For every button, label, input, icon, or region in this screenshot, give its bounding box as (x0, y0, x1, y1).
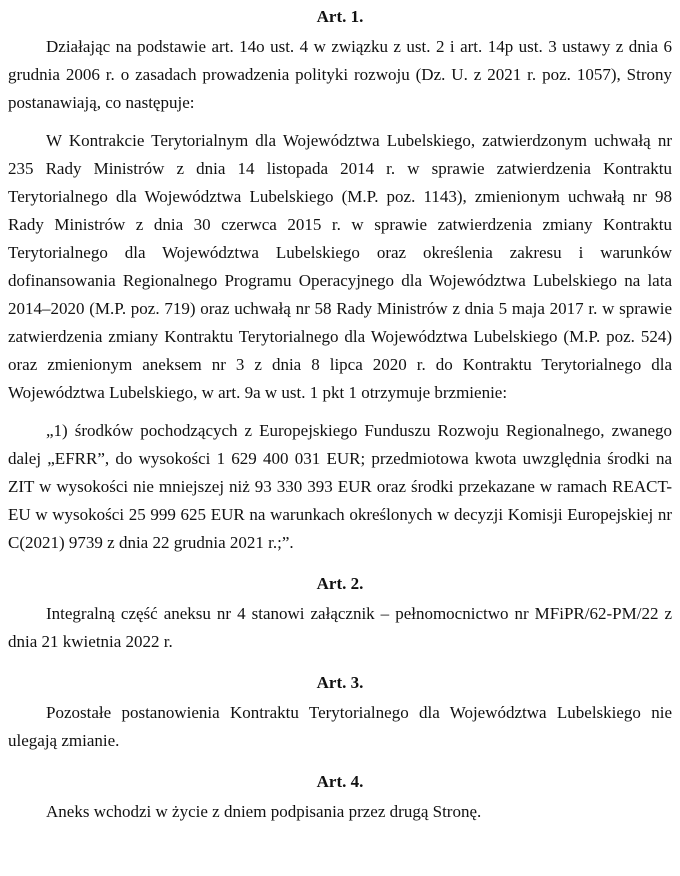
article-3 (8, 670, 672, 755)
article-paragraph: W Kontrakcie Terytorialnym dla Województwa Lubelskiego, zatwierdzonym uchwałą nr 235 Rady Ministrów z dnia 14 listopada 2014 r. w sprawie zatwierdzenia Kontraktu Terytorialnego dla Województwa Lubelskiego (M.P. poz. 1143), zmienionym uchwałą nr 98 Rady Ministrów z dnia 30 czerwca 2015 r. w sprawie zatwierdzenia zmiany Kontraktu Terytorialnego dla Województwa Lubelskiego oraz określenia zakresu i warunków dofinansowania Regionalnego Programu Operacyjnego dla Województwa Lubelskiego na lata 2014–2020 (M.P. poz. 719) oraz uchwałą nr 58 Rady Ministrów z dnia 5 maja 2017 r. w sprawie zatwierdzenia zmiany Kontraktu Terytorialnego dla Województwa Lubelskiego (M.P. poz. 524) oraz zmienionym aneksem nr 3 z dnia 8 lipca 2020 r. do Kontraktu Terytorialnego dla Województwa Lubelskiego, w art. 9a w ust. 1 pkt 1 otrzymuje brzmienie: (8, 131, 672, 402)
article-paragraph: Integralną część aneksu nr 4 stanowi załącznik – pełnomocnictwo nr MFiPR/62-PM/22 z dnia 21 kwietnia 2022 r. (8, 604, 672, 651)
article-4 (8, 769, 672, 826)
article-heading: Art. 4. (316, 772, 364, 791)
article-heading: Art. 3. (316, 673, 364, 692)
article-2 (8, 571, 672, 656)
article-1 (8, 4, 672, 557)
article-paragraph: Pozostałe postanowienia Kontraktu Terytorialnego dla Województwa Lubelskiego nie ulegają zmianie. (8, 703, 672, 750)
article-paragraph: Aneks wchodzi w życie z dniem podpisania przez drugą Stronę. (46, 802, 482, 821)
article-heading: Art. 2. (316, 574, 364, 593)
article-heading: Art. 1. (316, 7, 364, 26)
article-paragraph: Działając na podstawie art. 14o ust. 4 w związku z ust. 2 i art. 14p ust. 3 ustawy z dnia 6 grudnia 2006 r. o zasadach prowadzenia polityki rozwoju (Dz. U. z 2021 r. poz. 1057), Strony postanawiają, co następuje: (8, 37, 672, 112)
article-paragraph: „1) środków pochodzących z Europejskiego Funduszu Rozwoju Regionalnego, zwanego dalej „EFRR”, do wysokości 1 629 400 031 EUR; przedmiotowa kwota uwzględnia środki na ZIT w wysokości nie mniejszej niż 93 330 393 EUR oraz środki przekazane w ramach REACT-EU w wysokości 25 999 625 EUR na warunkach określonych w decyzji Komisji Europejskiej nr C(2021) 9739 z dnia 22 grudnia 2021 r.;”. (8, 421, 672, 552)
